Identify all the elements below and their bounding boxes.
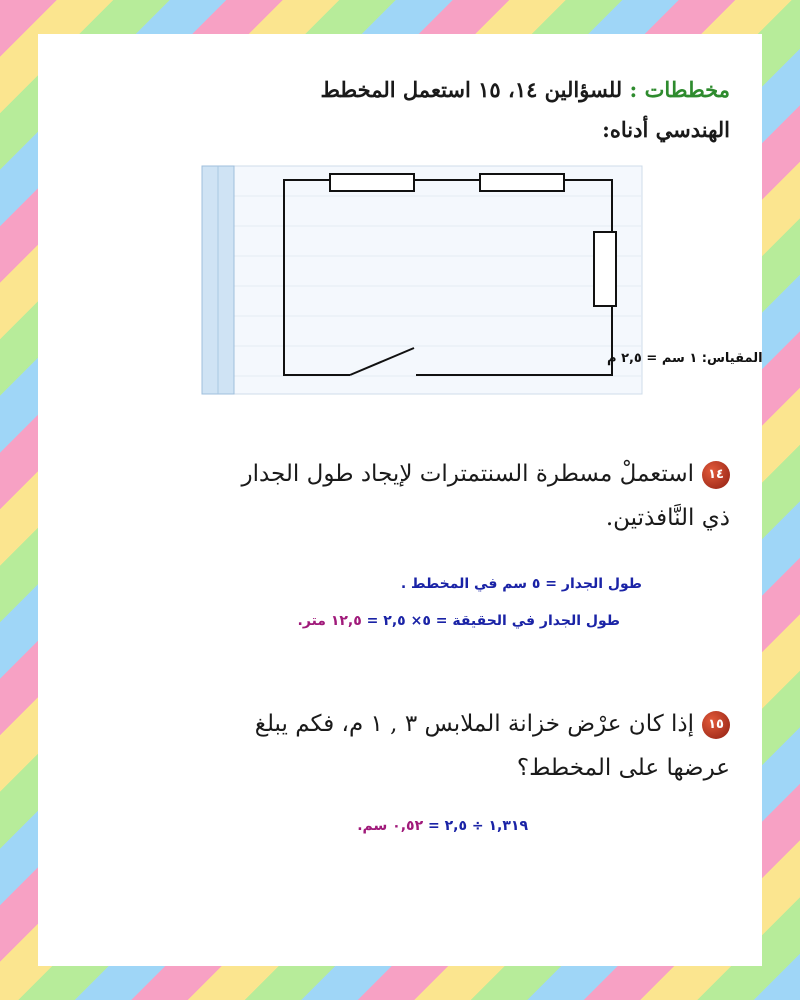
question-15-line-2: عرضها على المخطط؟ bbox=[516, 755, 730, 781]
intro-line-1-text: للسؤالين ١٤، ١٥ استعمل المخطط bbox=[320, 77, 623, 102]
answer-14-calc: طول الجدار في الحقيقة = ٥× ٢,٥ = bbox=[361, 613, 620, 629]
section-label: مخططات : bbox=[629, 77, 730, 102]
question-14-text-1: استعملْ مسطرة السنتمترات لإيجاد طول الجدار bbox=[241, 461, 694, 487]
answer-14-result: ١٢,٥ متر. bbox=[297, 613, 362, 629]
answer-15 bbox=[357, 818, 528, 834]
wardrobe bbox=[594, 232, 616, 306]
intro-line-1 bbox=[170, 70, 730, 110]
window-2 bbox=[480, 174, 564, 191]
paper-sheet bbox=[202, 166, 642, 394]
answer-15-calc: ١,٣١٩ ÷ ٢,٥ = bbox=[423, 818, 528, 834]
scale-label: المقياس: ١ سم = ٢,٥ م bbox=[607, 351, 763, 366]
question-14-number: ١٤ bbox=[702, 461, 730, 489]
question-15-number: ١٥ bbox=[702, 711, 730, 739]
window-1 bbox=[330, 174, 414, 191]
answer-14-line-2 bbox=[298, 613, 620, 629]
question-14-line-1 bbox=[150, 452, 730, 496]
answer-14-line-1: طول الجدار = ٥ سم في المخطط . bbox=[400, 576, 642, 592]
intro-line-2: الهندسي أدناه: bbox=[602, 117, 730, 142]
answer-15-result: ٠,٥٢ سم. bbox=[357, 818, 424, 834]
intro-text bbox=[170, 70, 730, 150]
question-15-line-1 bbox=[150, 702, 730, 746]
floor-plan bbox=[162, 162, 763, 400]
question-14-line-2: ذي النَّافذتين. bbox=[605, 505, 730, 531]
question-15-text-1: إذا كان عرْض خزانة الملابس ٣ , ١ م، فكم يبلغ bbox=[254, 711, 694, 737]
